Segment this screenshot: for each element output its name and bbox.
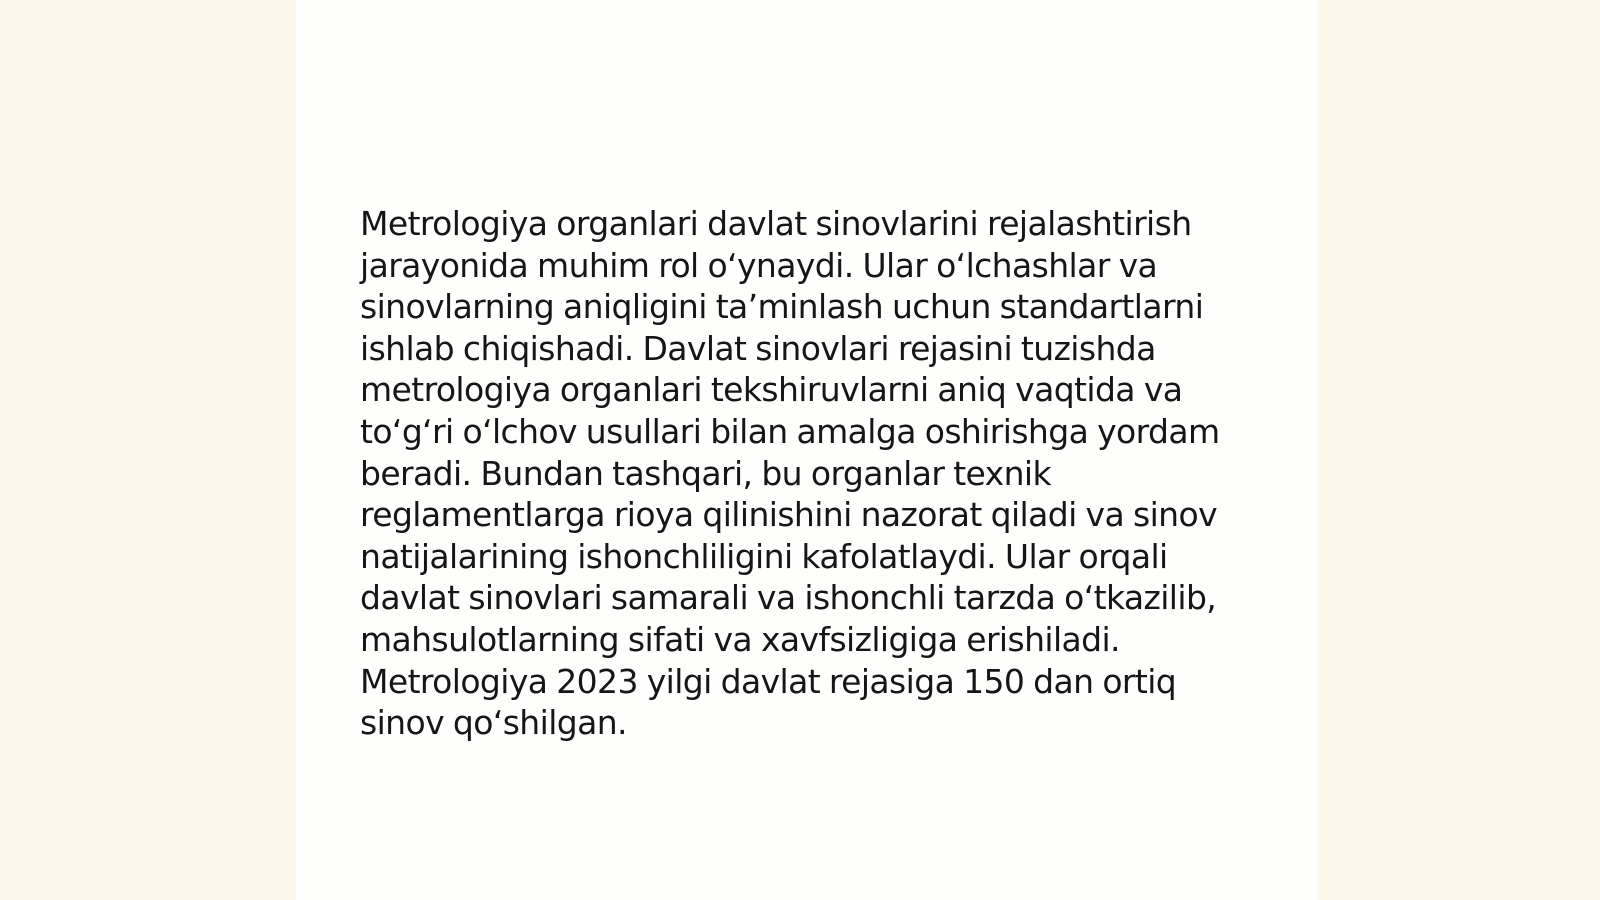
slide-page <box>296 0 1318 900</box>
paragraph-line: to‘g‘ri o‘lchov usullari bilan amalga oshirishga yordam <box>360 411 1220 451</box>
paragraph-line: Metrologiya 2023 yilgi davlat rejasiga 150 dan ortiq <box>360 661 1177 701</box>
paragraph-line: ishlab chiqishadi. Davlat sinovlari rejasini tuzishda <box>360 328 1156 368</box>
paragraph-line: beradi. Bundan tashqari, bu organlar texnik <box>360 453 1051 493</box>
paragraph-line: Metrologiya organlari davlat sinovlarini rejalashtirish <box>360 204 1192 243</box>
paragraph-line: jarayonida muhim rol o‘ynaydi. Ular o‘lchashlar va <box>360 245 1158 285</box>
paragraph-line: sinov qo‘shilgan. <box>360 703 627 743</box>
paragraph-line: davlat sinovlari samarali va ishonchli tarzda o‘tkazilib, <box>360 578 1217 618</box>
paragraph-line: reglamentlarga rioya qilinishini nazorat qiladi va sinov <box>360 495 1217 535</box>
paragraph-line: sinovlarning aniqligini ta’minlash uchun standartlarni <box>360 287 1204 327</box>
paragraph-line: natijalarining ishonchliligini kafolatlaydi. Ular orqali <box>360 536 1168 576</box>
paragraph-line: metrologiya organlari tekshiruvlarni aniq vaqtida va <box>360 370 1183 410</box>
body-paragraph <box>360 203 1260 744</box>
paragraph-line: mahsulotlarning sifati va xavfsizligiga erishiladi. <box>360 619 1120 659</box>
